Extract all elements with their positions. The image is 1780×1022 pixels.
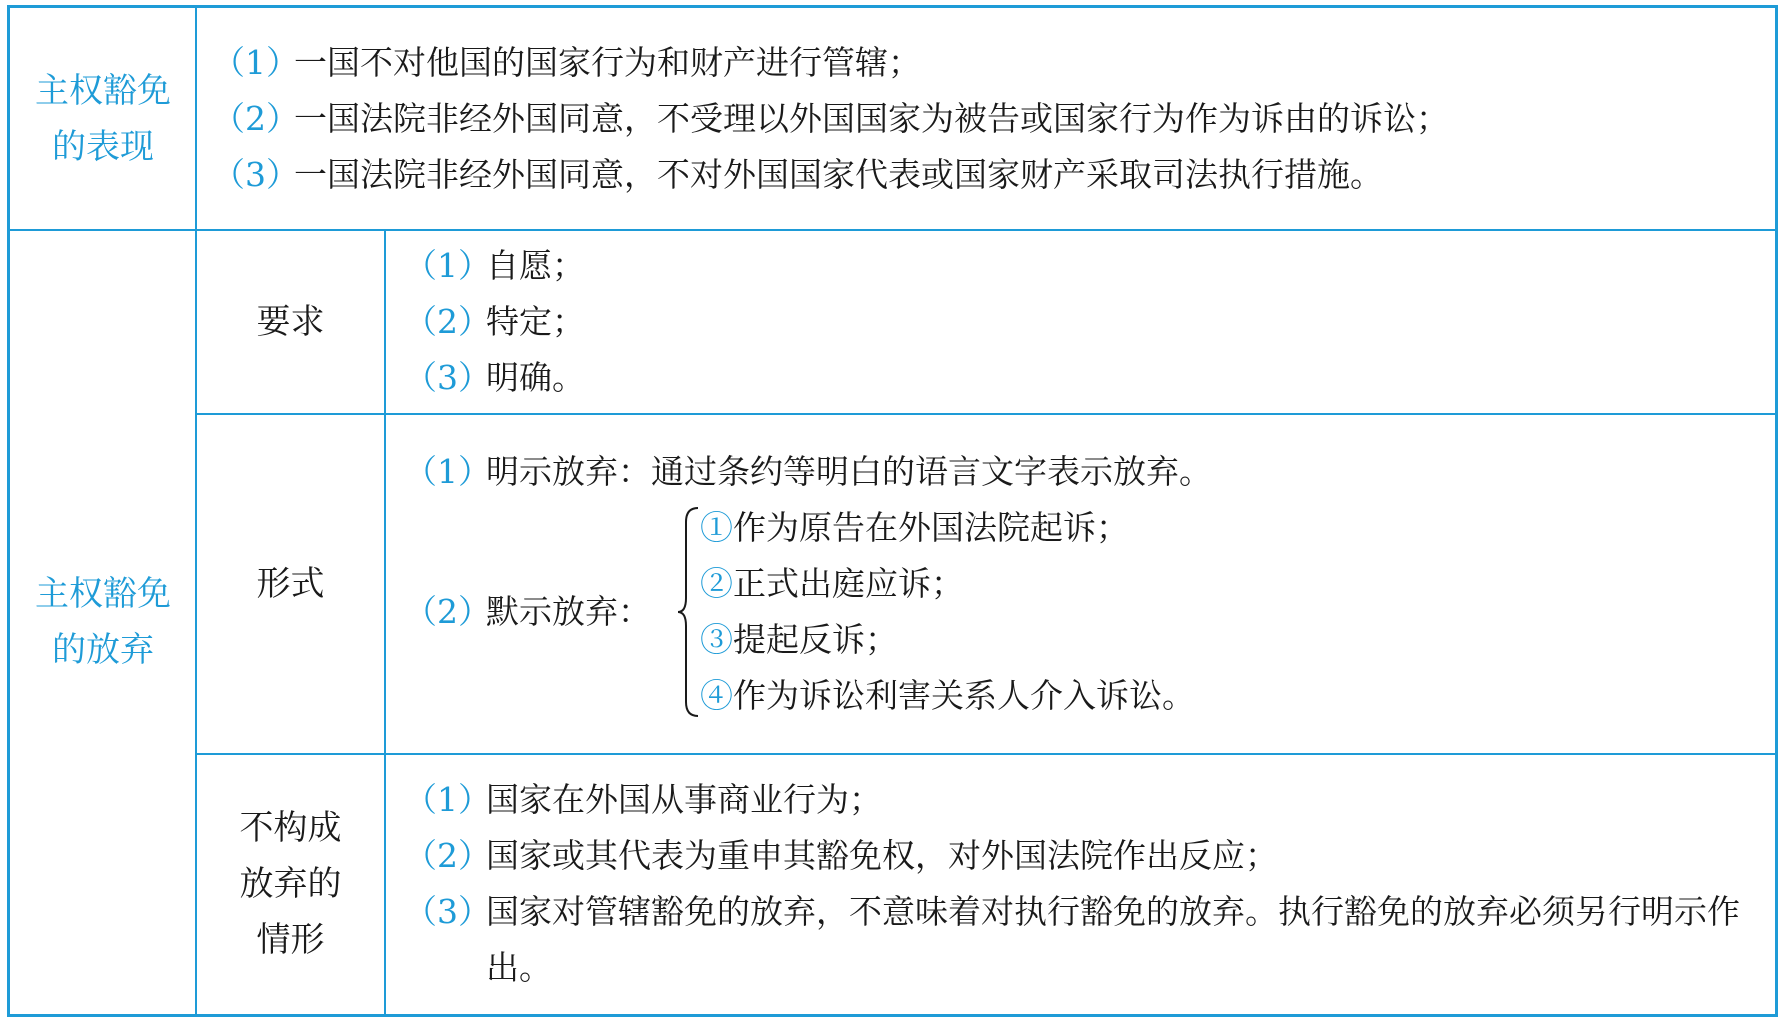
circled-number: ①	[700, 508, 733, 547]
manifestation-item	[212, 35, 1772, 91]
item-text: 国家或其代表为重申其豁免权，对外国法院作出反应；	[486, 836, 1278, 875]
item-text: 一国法院非经外国同意，不对外国国家代表或国家财产采取司法执行措施。	[294, 155, 1383, 194]
circled-number: ②	[700, 564, 733, 603]
sub-item	[700, 612, 1195, 668]
forms-label-text: 形式	[256, 564, 325, 604]
manifestation-item	[212, 91, 1772, 147]
item-text: 国家对管辖豁免的放弃，不意味着对执行豁免的放弃。执行豁免的放弃必须另行明示作出。	[486, 892, 1740, 987]
non-waiver-label-line-3: 情形	[256, 920, 325, 960]
non-waiver-label-line-2: 放弃的	[239, 864, 342, 904]
forms-content	[404, 414, 1774, 754]
item-text: 自愿；	[486, 246, 585, 285]
item-text: 明确。	[486, 358, 585, 397]
requirements-label-text: 要求	[256, 302, 325, 342]
circled-number: ④	[700, 676, 733, 715]
non-waiver-label	[196, 754, 385, 1014]
requirement-item	[404, 350, 1774, 406]
requirements-label	[196, 230, 385, 414]
sub-item-text: 作为原告在外国法院起诉；	[733, 508, 1129, 547]
manifestation-label-line-2: 的表现	[52, 127, 154, 167]
item-number: （2）	[404, 836, 491, 875]
manifestation-label-line-1: 主权豁免	[35, 71, 171, 111]
explicit-waiver-item	[404, 444, 1774, 500]
manifestation-label	[10, 8, 196, 230]
implicit-waiver-item	[404, 500, 1774, 724]
item-number: （3）	[404, 358, 491, 397]
sub-item	[700, 668, 1195, 724]
waiver-label-line-2: 的放弃	[52, 630, 154, 670]
non-waiver-content	[404, 754, 1776, 1014]
item-text: 国家在外国从事商业行为；	[486, 780, 882, 819]
circled-number: ③	[700, 620, 733, 659]
implicit-sub-items	[700, 500, 1195, 724]
forms-label	[196, 414, 385, 754]
item-number: （1）	[404, 246, 491, 285]
waiver-label-line-1: 主权豁免	[35, 574, 171, 614]
item-text: 默示放弃：	[486, 592, 651, 631]
item-number: （1）	[404, 452, 491, 491]
item-number: （1）	[404, 780, 491, 819]
requirement-item	[404, 294, 1774, 350]
item-text: 特定；	[486, 302, 585, 341]
item-number: （3）	[404, 892, 491, 931]
sub-item-text: 正式出庭应诉；	[733, 564, 964, 603]
item-number: （1）	[212, 43, 299, 82]
item-number: （2）	[404, 592, 491, 631]
waiver-label	[10, 230, 196, 1014]
item-number: （2）	[212, 99, 299, 138]
requirements-content	[404, 230, 1774, 414]
item-text: 一国不对他国的国家行为和财产进行管辖；	[294, 43, 921, 82]
sub-item	[700, 500, 1195, 556]
item-number: （2）	[404, 302, 491, 341]
item-text: 明示放弃：通过条约等明白的语言文字表示放弃。	[486, 452, 1212, 491]
left-brace-icon	[676, 506, 700, 718]
non-waiver-label-line-1: 不构成	[239, 808, 342, 848]
sub-item-text: 作为诉讼利害关系人介入诉讼。	[733, 676, 1195, 715]
sub-item-text: 提起反诉；	[733, 620, 898, 659]
requirement-item	[404, 238, 1774, 294]
immunity-table	[7, 5, 1778, 1017]
non-waiver-item	[404, 884, 1776, 996]
sub-item	[700, 556, 1195, 612]
manifestation-content	[212, 8, 1772, 230]
item-text: 一国法院非经外国同意，不受理以外国国家为被告或国家行为作为诉由的诉讼；	[294, 99, 1449, 138]
non-waiver-item	[404, 772, 1776, 828]
implicit-waiver-label	[404, 584, 651, 640]
non-waiver-item	[404, 828, 1776, 884]
item-number: （3）	[212, 155, 299, 194]
manifestation-item	[212, 147, 1772, 203]
